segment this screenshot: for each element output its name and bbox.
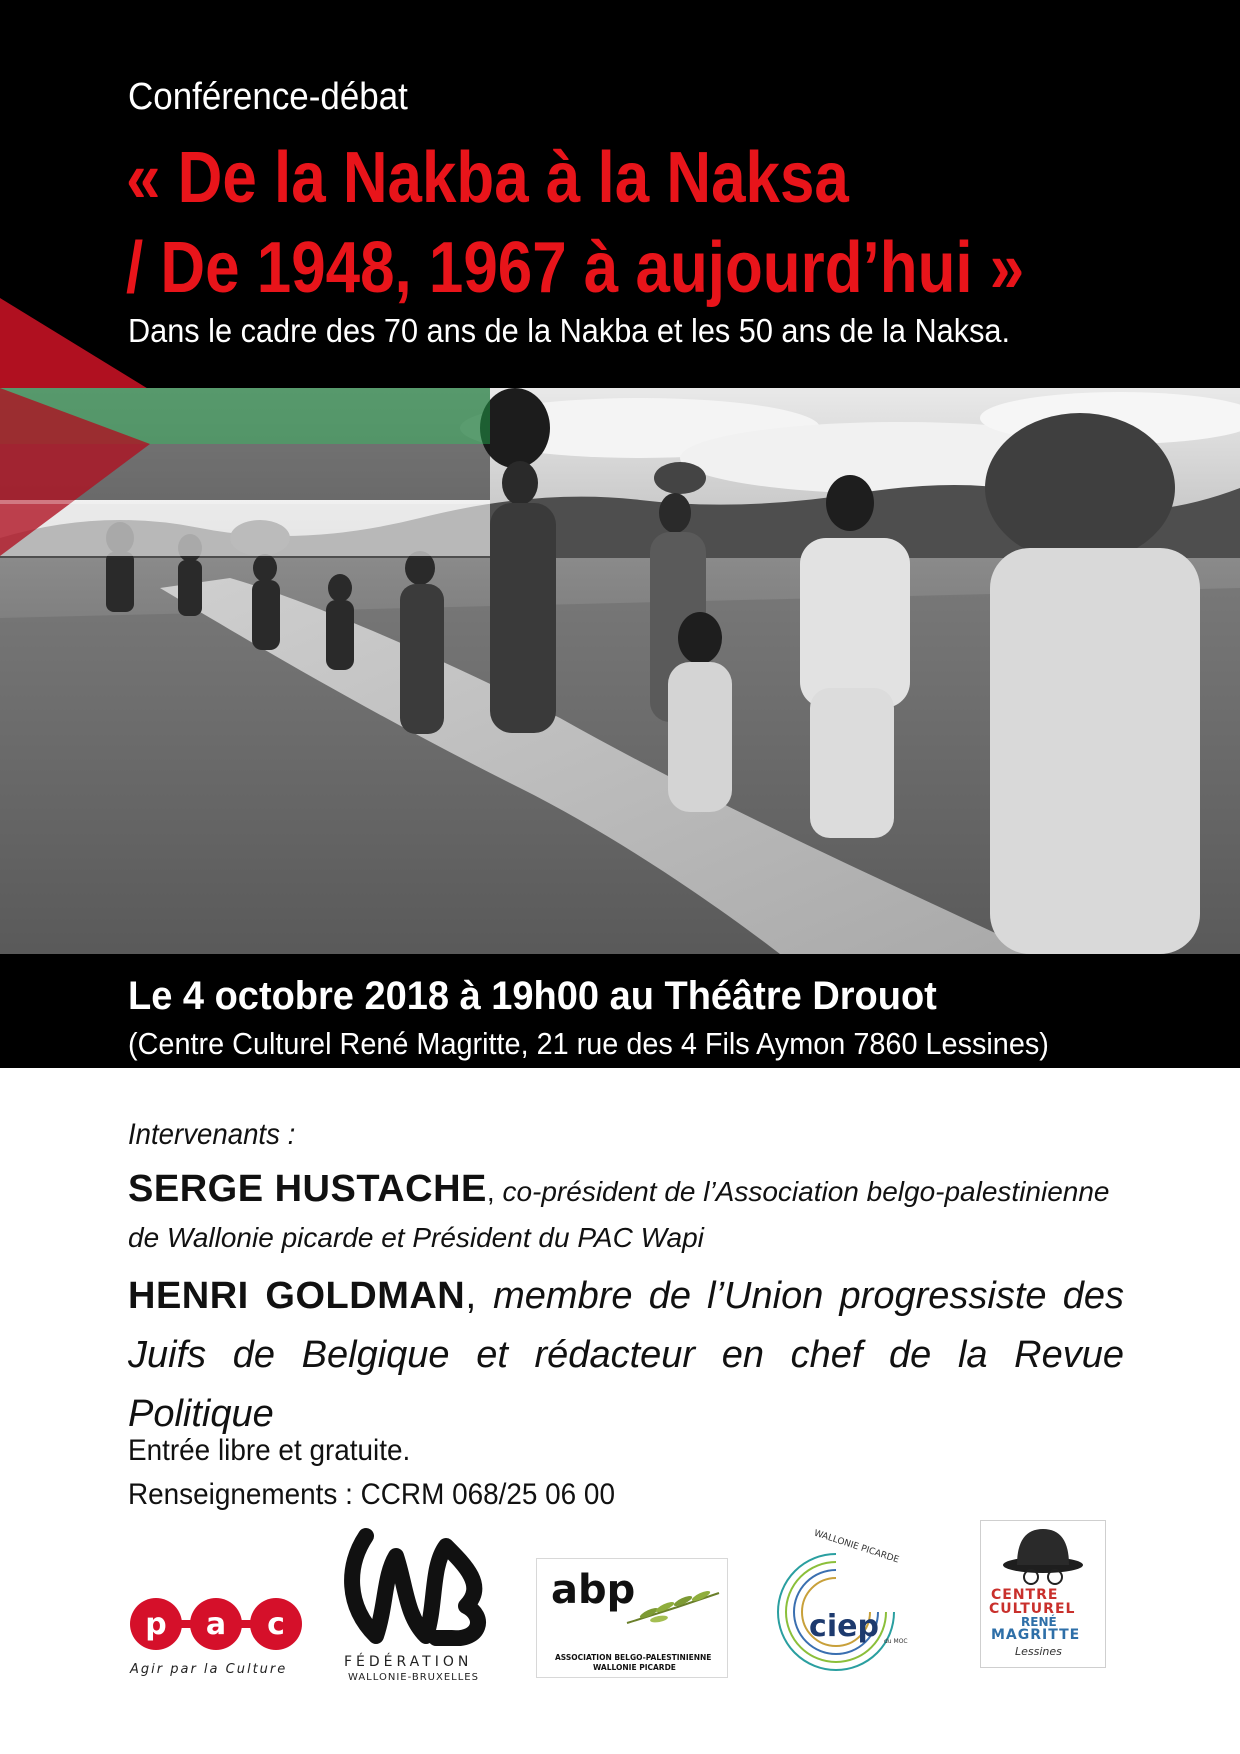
speaker-name: SERGE HUSTACHE <box>128 1168 487 1210</box>
speakers-label: Intervenants : <box>128 1118 296 1151</box>
fwb-caption-1: FÉDÉRATION <box>344 1654 473 1670</box>
ccrm-logo <box>980 1520 1106 1668</box>
abp-wordmark: abp <box>551 1567 636 1613</box>
pac-tagline: Agir par la Culture <box>130 1662 288 1677</box>
event-kicker: Conférence-débat <box>128 76 408 118</box>
fwb-caption-2: WALLONIE-BRUXELLES <box>348 1672 479 1683</box>
event-date-line: Le 4 octobre 2018 à 19h00 au Théâtre Drouot <box>128 974 937 1018</box>
ccrm-caption-5: Lessines <box>1015 1645 1062 1658</box>
event-venue-line: (Centre Culturel René Magritte, 21 rue des 4 Fils Aymon 7860 Lessines) <box>128 1026 1049 1061</box>
event-title-line-1: « De la Nakba à la Naksa <box>126 138 849 218</box>
refugees-photo-illustration <box>0 388 1240 954</box>
svg-text:c: c <box>267 1607 285 1642</box>
ciep-sub: du MOC <box>884 1638 908 1645</box>
svg-text:p: p <box>145 1607 167 1642</box>
speaker-name: HENRI GOLDMAN <box>128 1275 466 1317</box>
speaker-role: membre de l’Union progressiste des Juifs de Belgique et rédacteur en chef de la Revue Politique <box>128 1275 1124 1435</box>
svg-text:ciep: ciep <box>809 1609 879 1644</box>
bowler-hat-icon <box>1001 1525 1085 1585</box>
abp-logo <box>536 1558 728 1678</box>
abp-caption-2: WALLONIE PICARDE <box>593 1663 676 1672</box>
entry-info: Entrée libre et gratuite. <box>128 1434 411 1467</box>
flag-triangle-top <box>0 298 152 390</box>
pac-logo <box>126 1594 306 1684</box>
ccrm-caption-3: RENÉ <box>1021 1615 1057 1629</box>
fwb-logo <box>336 1526 506 1688</box>
abp-caption-1: ASSOCIATION BELGO-PALESTINIENNE <box>555 1653 712 1662</box>
speaker-role: co-président de l’Association belgo-palestinienne de Wallonie picarde et Président du PAC Wapi <box>128 1176 1110 1253</box>
historical-photo <box>0 388 1240 954</box>
speaker-entry <box>128 1166 1124 1261</box>
speaker-separator: , <box>465 1273 494 1317</box>
speaker-entry <box>128 1266 1124 1443</box>
olive-branch-icon <box>625 1587 721 1627</box>
ccrm-caption-1: CENTRE <box>991 1587 1059 1603</box>
fwb-logo-mark <box>336 1526 506 1646</box>
ccrm-caption-4: MAGRITTE <box>991 1627 1081 1643</box>
event-title-line-2: / De 1948, 1967 à aujourd’hui » <box>126 228 1025 308</box>
ciep-logo <box>758 1528 914 1682</box>
ccrm-caption-2: CULTUREL <box>989 1601 1076 1617</box>
pac-logo-mark <box>126 1594 306 1656</box>
ciep-arc-text: WALLONIE PICARDE <box>812 1528 901 1566</box>
contact-info: Renseignements : CCRM 068/25 06 00 <box>128 1478 615 1511</box>
speaker-separator: , <box>486 1176 503 1207</box>
event-subtitle: Dans le cadre des 70 ans de la Nakba et les 50 ans de la Naksa. <box>128 312 1011 349</box>
svg-text:a: a <box>205 1607 227 1642</box>
